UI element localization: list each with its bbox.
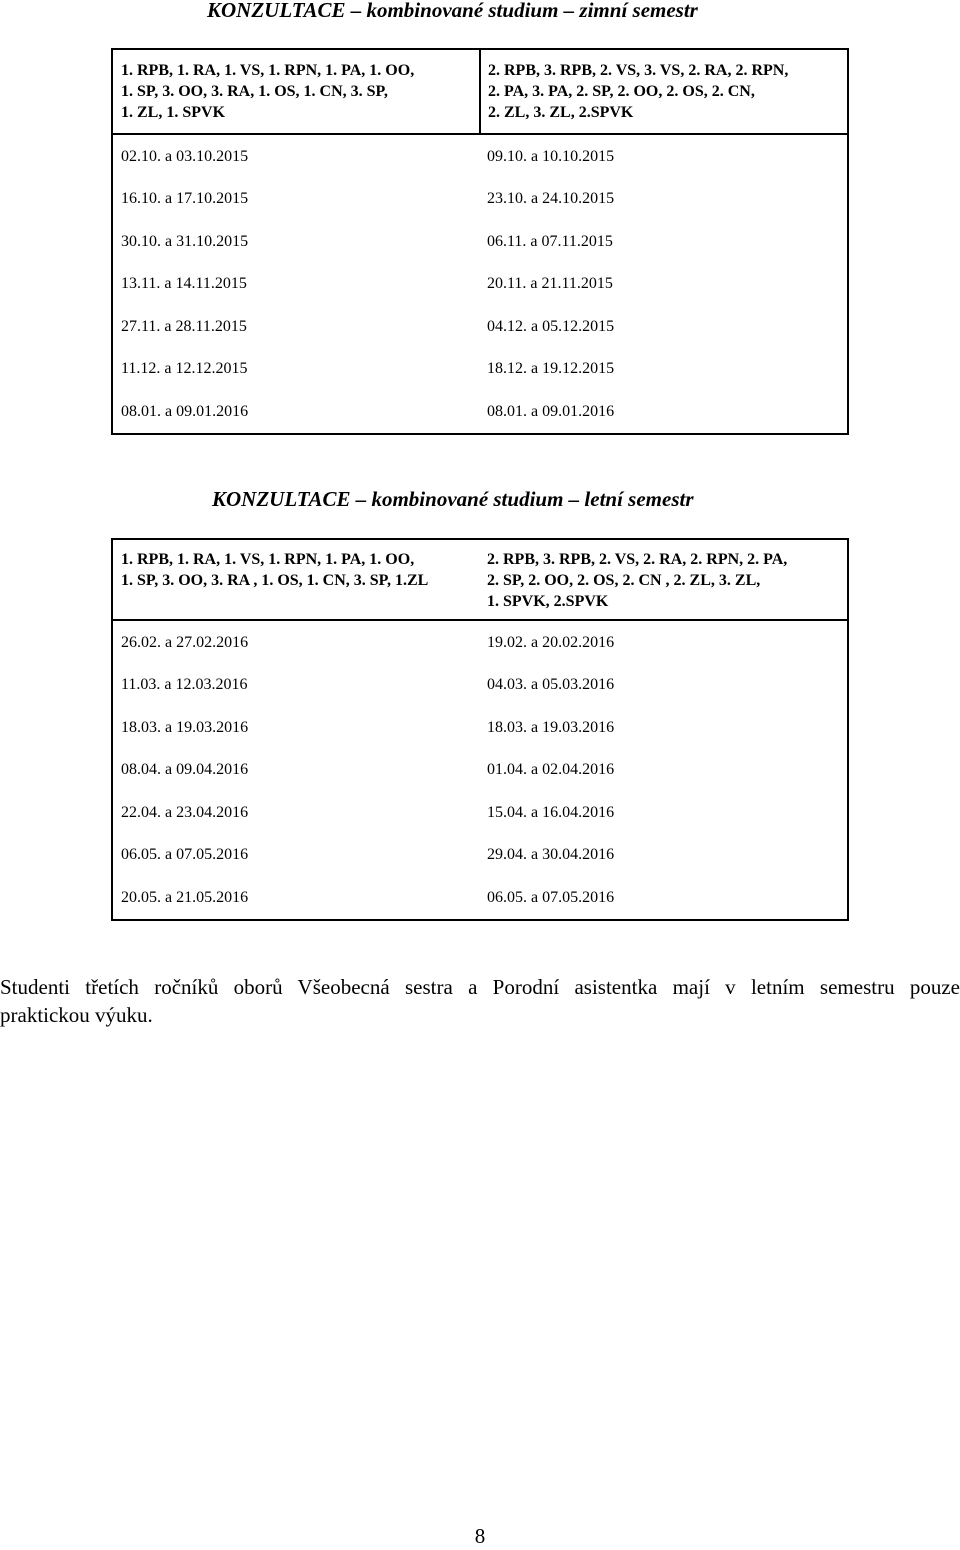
table-header-row — [112, 49, 848, 134]
group-lines: 1. RPB, 1. RA, 1. VS, 1. RPN, 1. PA, 1. OO, 1. SP, 3. OO, 3. RA , 1. OS, 1. CN, 3. SP, 1.ZL — [121, 551, 429, 589]
group-lines: 2. RPB, 3. RPB, 2. VS, 3. VS, 2. RA, 2. RPN, 2. PA, 3. PA, 2. SP, 2. OO, 2. OS, 2. CN, 2. ZL, 3. ZL, 2.SPVK — [488, 62, 789, 121]
date-cell: 15.04. a 16.04.2016 — [487, 803, 615, 821]
date-cell: 30.10. a 31.10.2015 — [121, 232, 249, 250]
date-cell: 01.04. a 02.04.2016 — [487, 761, 615, 779]
table-row — [112, 305, 848, 348]
table-row — [112, 749, 848, 792]
date-cell: 29.04. a 30.04.2016 — [487, 846, 615, 864]
date-cell: 22.04. a 23.04.2016 — [121, 803, 249, 821]
date-cell: 11.12. a 12.12.2015 — [121, 360, 248, 378]
date-cell: 09.10. a 10.10.2015 — [487, 147, 615, 165]
group-cell-second-year — [480, 539, 848, 620]
date-cell: 08.04. a 09.04.2016 — [121, 761, 249, 779]
table-row — [112, 876, 848, 920]
date-cell: 16.10. a 17.10.2015 — [121, 190, 249, 208]
date-cell: 06.05. a 07.05.2016 — [487, 888, 615, 906]
date-cell: 20.11. a 21.11.2015 — [487, 275, 613, 293]
table-row — [112, 706, 848, 749]
group-cell-first-year — [112, 539, 480, 620]
table-row — [112, 220, 848, 263]
table-row — [112, 791, 848, 834]
group-lines: 1. RPB, 1. RA, 1. VS, 1. RPN, 1. PA, 1. OO, 1. SP, 3. OO, 3. RA, 1. OS, 1. CN, 3. SP, 1. ZL, 1. SPVK — [121, 62, 415, 121]
date-cell: 18.03. a 19.03.2016 — [487, 718, 615, 736]
date-cell: 06.05. a 07.05.2016 — [121, 846, 249, 864]
date-cell: 04.03. a 05.03.2016 — [487, 676, 615, 694]
date-cell: 23.10. a 24.10.2015 — [487, 190, 615, 208]
date-cell: 06.11. a 07.11.2015 — [487, 232, 613, 250]
summer-consultation-table — [111, 538, 849, 921]
table-row — [112, 620, 848, 664]
table-row — [112, 664, 848, 707]
third-year-note — [0, 973, 960, 1029]
table-row — [112, 390, 848, 434]
date-cell: 02.10. a 03.10.2015 — [121, 147, 249, 165]
date-cell: 13.11. a 14.11.2015 — [121, 275, 247, 293]
date-cell: 18.12. a 19.12.2015 — [487, 360, 615, 378]
group-lines: 2. RPB, 3. RPB, 2. VS, 2. RA, 2. RPN, 2. PA, 2. SP, 2. OO, 2. OS, 2. CN , 2. ZL, 3. ZL, 1. SPVK, 2.SPVK — [487, 551, 788, 610]
winter-consultation-table — [111, 48, 849, 435]
table-row — [112, 348, 848, 391]
table-header-row — [112, 539, 848, 620]
note-line-2: praktickou výuku. — [0, 1003, 153, 1027]
page-number: 8 — [474, 1524, 486, 1548]
date-cell: 08.01. a 09.01.2016 — [121, 402, 249, 420]
group-cell-second-year — [480, 49, 848, 134]
date-cell: 08.01. a 09.01.2016 — [487, 402, 615, 420]
date-cell: 20.05. a 21.05.2016 — [121, 888, 249, 906]
date-cell: 26.02. a 27.02.2016 — [121, 633, 249, 651]
note-line-1: Studenti třetích ročníků oborů Všeobecná sestra a Porodní asistentka mají v letním semestru pouze — [0, 975, 960, 999]
winter-semester-heading: KONZULTACE – kombinované studium – zimní semestr — [207, 0, 698, 22]
date-cell: 27.11. a 28.11.2015 — [121, 317, 247, 335]
date-cell: 19.02. a 20.02.2016 — [487, 633, 615, 651]
table-row — [112, 834, 848, 877]
date-cell: 04.12. a 05.12.2015 — [487, 317, 615, 335]
table-row — [112, 134, 848, 178]
summer-semester-heading: KONZULTACE – kombinované studium – letní semestr — [212, 487, 694, 511]
group-cell-first-year — [112, 49, 480, 134]
date-cell: 11.03. a 12.03.2016 — [121, 676, 248, 694]
table-row — [112, 263, 848, 306]
table-row — [112, 178, 848, 221]
date-cell: 18.03. a 19.03.2016 — [121, 718, 249, 736]
